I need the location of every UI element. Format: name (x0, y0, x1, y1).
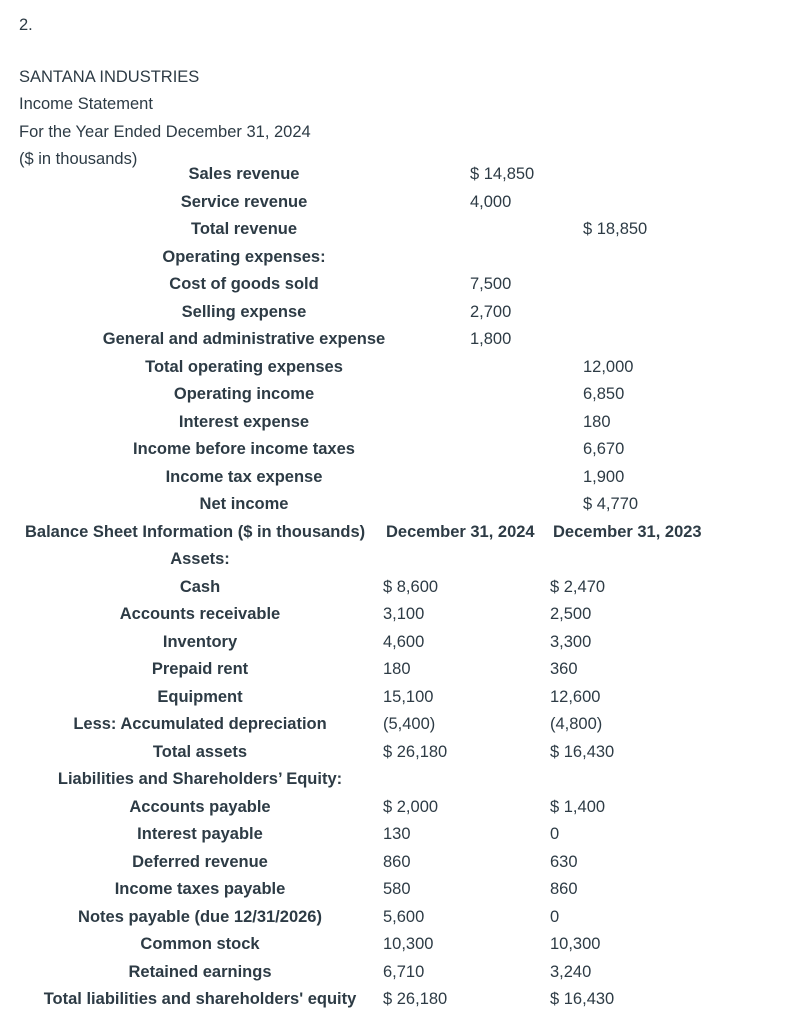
statement-period: For the Year Ended December 31, 2024 (19, 122, 311, 141)
income-row (0, 271, 802, 299)
row-value-2024: 860 (383, 852, 411, 871)
row-amount-2: 1,900 (583, 467, 625, 486)
row-label: Operating expenses: (162, 247, 326, 266)
row-value-2024: 6,710 (383, 962, 425, 981)
income-row (0, 491, 802, 519)
row-value-2023: 630 (550, 852, 578, 871)
row-amount-1: $ 14,850 (470, 165, 535, 183)
row-value-2023: 10,300 (550, 935, 601, 953)
row-value-2024: 180 (383, 660, 411, 678)
row-label: Selling expense (181, 302, 307, 321)
question-number: 2. (19, 16, 33, 34)
row-label: Retained earnings (128, 962, 272, 981)
income-row (0, 354, 802, 382)
row-label: Service revenue (180, 192, 308, 211)
row-value-2024: 4,600 (383, 632, 425, 651)
row-label: Net income (199, 495, 289, 513)
balance-sheet-title: Balance Sheet Information ($ in thousands) (25, 522, 366, 541)
balance-row (0, 656, 802, 684)
balance-row (0, 601, 802, 629)
balance-row (0, 684, 802, 712)
statement-units: ($ in thousands) (19, 150, 138, 168)
row-amount-1: 1,800 (470, 330, 512, 348)
row-value-2023: 860 (550, 880, 578, 898)
balance-row (0, 986, 802, 1014)
row-label: Cash (179, 577, 221, 596)
row-value-2023: $ 1,400 (550, 797, 606, 816)
row-amount-1: 2,700 (470, 302, 512, 321)
row-amount-1: 7,500 (470, 275, 512, 293)
row-label: Accounts payable (129, 797, 271, 816)
row-amount-2: 180 (583, 412, 611, 431)
row-value-2023: $ 2,470 (550, 577, 606, 596)
row-value-2024: $ 26,180 (383, 742, 448, 761)
income-row (0, 409, 802, 437)
row-label: Prepaid rent (151, 660, 249, 678)
row-amount-2: 6,670 (583, 440, 625, 458)
row-value-2023: 0 (550, 907, 560, 926)
row-value-2023: $ 16,430 (550, 742, 615, 761)
row-label: Income before income taxes (133, 440, 355, 458)
row-value-2024: 580 (383, 880, 411, 898)
row-label: Cost of goods sold (169, 275, 319, 293)
row-label: Operating income (173, 385, 315, 403)
column-header-2023: December 31, 2023 (553, 522, 702, 541)
row-amount-2: $ 18,850 (583, 220, 648, 238)
balance-row (0, 849, 802, 877)
income-row (0, 326, 802, 354)
row-label: Total operating expenses (145, 357, 343, 376)
row-value-2023: 3,240 (550, 962, 592, 981)
row-label: Interest expense (178, 412, 310, 431)
balance-row (0, 959, 802, 987)
row-label: Total revenue (190, 220, 298, 238)
row-label: Deferred revenue (132, 852, 268, 871)
balance-row (0, 794, 802, 822)
balance-row (0, 821, 802, 849)
statement-title: Income Statement (19, 95, 153, 113)
row-label: General and administrative expense (102, 330, 386, 348)
balance-row (0, 546, 802, 574)
row-value-2024: (5,400) (383, 715, 436, 733)
row-value-2023: 360 (550, 660, 578, 678)
balance-row (0, 904, 802, 932)
row-value-2024: $ 2,000 (383, 797, 439, 816)
row-label: Notes payable (due 12/31/2026) (78, 907, 322, 926)
balance-row (0, 574, 802, 602)
income-row (0, 464, 802, 492)
row-value-2024: $ 8,600 (383, 577, 439, 596)
balance-row (0, 931, 802, 959)
row-label: Liabilities and Shareholders’ Equity: (57, 770, 343, 788)
row-label: Accounts receivable (119, 605, 281, 623)
row-amount-2: 12,000 (583, 357, 634, 376)
row-label: Interest payable (137, 825, 263, 843)
statement-header (19, 12, 311, 174)
row-value-2024: 3,100 (383, 605, 425, 623)
row-value-2023: (4,800) (550, 715, 603, 733)
balance-row (0, 766, 802, 794)
row-amount-2: $ 4,770 (583, 495, 639, 513)
row-value-2024: 10,300 (383, 935, 434, 953)
income-row (0, 299, 802, 327)
column-header-2024: December 31, 2024 (386, 522, 535, 541)
row-label: Equipment (157, 687, 243, 706)
row-label: Total liabilities and shareholders' equity (43, 990, 357, 1008)
row-value-2023: 12,600 (550, 687, 601, 706)
row-value-2023: $ 16,430 (550, 990, 615, 1008)
row-value-2024: $ 26,180 (383, 990, 448, 1008)
income-row (0, 216, 802, 244)
row-value-2024: 130 (383, 825, 411, 843)
row-amount-2: 6,850 (583, 385, 625, 403)
row-value-2024: 15,100 (383, 687, 434, 706)
company-name: SANTANA INDUSTRIES (19, 67, 200, 86)
row-label: Assets: (170, 550, 230, 568)
income-row (0, 161, 802, 189)
income-row (0, 244, 802, 272)
row-label: Total assets (152, 742, 248, 761)
row-label: Inventory (162, 632, 238, 651)
row-value-2023: 2,500 (550, 605, 592, 623)
balance-row (0, 629, 802, 657)
balance-sheet-header (0, 519, 802, 547)
row-value-2023: 3,300 (550, 632, 592, 651)
balance-row (0, 739, 802, 767)
row-label: Income taxes payable (114, 880, 286, 898)
row-value-2023: 0 (550, 825, 560, 843)
income-row (0, 189, 802, 217)
row-label: Sales revenue (188, 165, 300, 183)
balance-row (0, 711, 802, 739)
income-row (0, 436, 802, 464)
row-label: Common stock (140, 935, 260, 953)
row-value-2024: 5,600 (383, 907, 425, 926)
income-row (0, 381, 802, 409)
row-amount-1: 4,000 (470, 192, 512, 211)
row-label: Income tax expense (165, 467, 323, 486)
balance-row (0, 876, 802, 904)
row-label: Less: Accumulated depreciation (73, 715, 327, 733)
